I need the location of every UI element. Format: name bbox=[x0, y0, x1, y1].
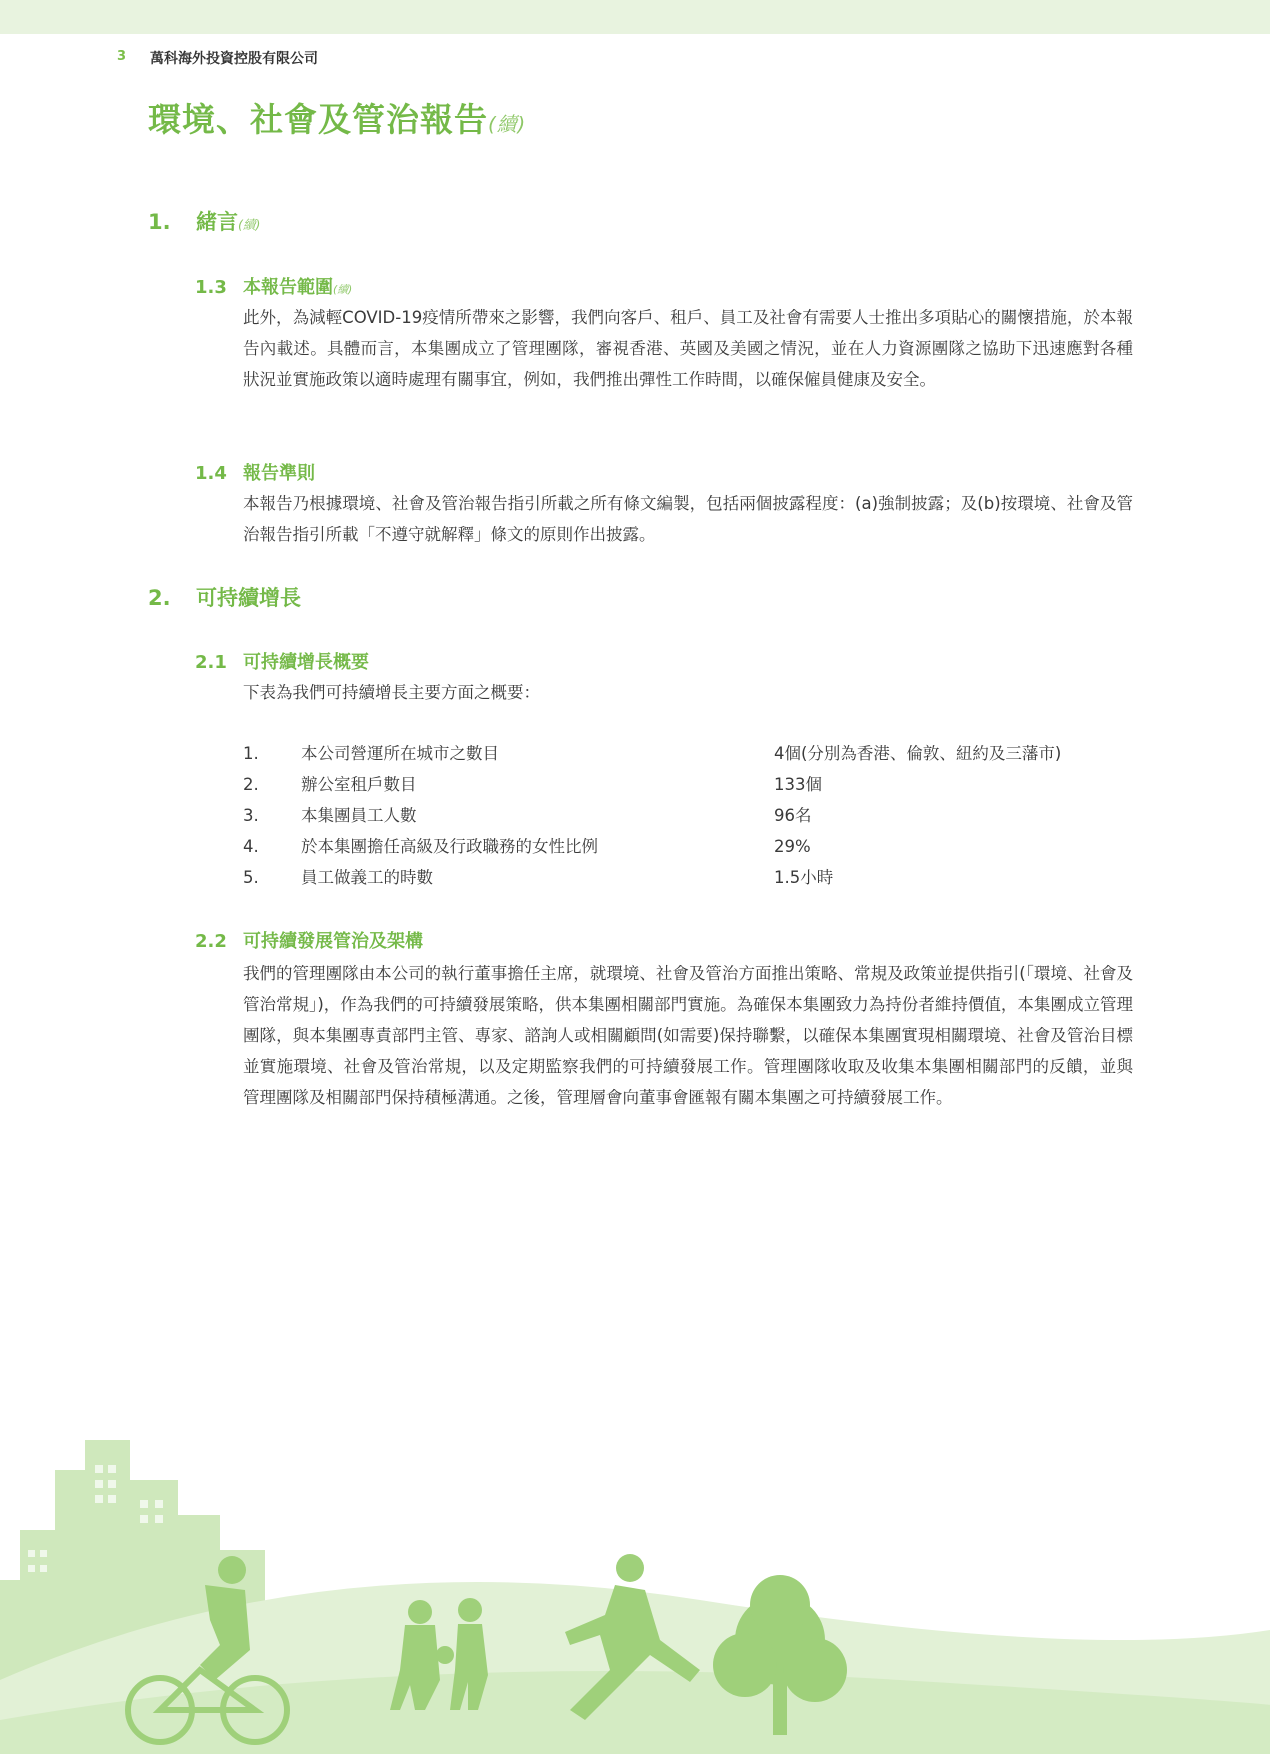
table-row bbox=[243, 831, 1133, 862]
table-row bbox=[243, 800, 1133, 831]
section-1-3-paragraph: 此外，為減輕COVID-19疫情所帶來之影響，我們向客戶、租戶、員工及社會有需要人士推出多項貼心的關懷措施，於本報告內載述。具體而言，本集團成立了管理團隊，審視香港、英國及美國之情況，並在人力資源團隊之協助下迅速應對各種狀況並實施政策以適時處理有關事宜，例如，我們推出彈性工作時間，以確保僱員健康及安全。 bbox=[243, 308, 1133, 389]
footer-illustration bbox=[0, 1420, 1270, 1754]
subsection-title: 可持續增長概要 bbox=[243, 652, 369, 673]
row-index: 5. bbox=[243, 868, 259, 887]
row-value: 96名 bbox=[774, 806, 812, 825]
table-row bbox=[243, 862, 1133, 893]
row-label: 於本集團擔任高級及行政職務的女性比例 bbox=[301, 837, 598, 856]
report-title-text: 環境、社會及管治報告 bbox=[148, 100, 488, 139]
section-1-3-heading bbox=[195, 273, 352, 299]
subsection-number: 1.3 bbox=[195, 277, 227, 298]
row-label: 辦公室租戶數目 bbox=[301, 775, 417, 794]
section-2-1-intro: 下表為我們可持續增長主要方面之概要： bbox=[243, 683, 540, 702]
row-label: 員工做義工的時數 bbox=[301, 868, 433, 887]
subsection-title: 本報告範圍 bbox=[243, 277, 333, 298]
section-number: 1. bbox=[148, 210, 171, 234]
subsection-number: 2.2 bbox=[195, 931, 227, 952]
row-value: 29% bbox=[774, 837, 811, 856]
section-1-4-paragraph: 本報告乃根據環境、社會及管治報告指引所載之所有條文編製，包括兩個披露程度：(a)強制披露；及(b)按環境、社會及管治報告指引所載「不遵守就解釋」條文的原則作出披露。 bbox=[243, 494, 1133, 544]
table-row bbox=[243, 738, 1133, 769]
section-2-2-paragraph: 我們的管理團隊由本公司的執行董事擔任主席，就環境、社會及管治方面推出策略、常規及政策並提供指引(「環境、社會及管治常規」)，作為我們的可持續發展策略，供本集團相關部門實施。為確保本集團致力為持份者維持價值，本集團成立管理團隊，與本集團專責部門主管、專家、諮詢人或相關顧問(如需要)保持聯繫，以確保本集團實現相關環境、社會及管治目標並實施環境、社會及管治常規，以及定期監察我們的可持續發展工作。管理團隊收取及收集本集團相關部門的反饋，並與管理團隊及相關部門保持積極溝通。之後，管理層會向董事會匯報有關本集團之可持續發展工作。 bbox=[243, 964, 1133, 1107]
section-title: 緒言 bbox=[196, 210, 238, 234]
section-1-4-heading bbox=[195, 459, 315, 485]
top-color-band bbox=[0, 0, 1270, 34]
subsection-continued: (續) bbox=[333, 283, 353, 296]
section-continued: (續) bbox=[238, 217, 261, 232]
company-name: 萬科海外投資控股有限公司 bbox=[150, 51, 318, 67]
section-2-2-heading bbox=[195, 927, 423, 953]
row-value: 1.5小時 bbox=[774, 868, 834, 887]
section-title: 可持續增長 bbox=[196, 586, 301, 610]
row-index: 2. bbox=[243, 775, 259, 794]
report-title bbox=[148, 94, 526, 141]
subsection-title: 報告準則 bbox=[243, 463, 315, 484]
table-row bbox=[243, 769, 1133, 800]
section-2-heading bbox=[148, 582, 301, 612]
row-value: 4個(分別為香港、倫敦、紐約及三藩市) bbox=[774, 744, 1062, 763]
subsection-title: 可持續發展管治及架構 bbox=[243, 931, 423, 952]
page-number: 3 bbox=[117, 49, 127, 64]
row-index: 3. bbox=[243, 806, 259, 825]
section-2-1-heading bbox=[195, 648, 369, 674]
row-label: 本公司營運所在城市之數目 bbox=[301, 744, 499, 763]
row-value: 133個 bbox=[774, 775, 822, 794]
report-title-continued: (續) bbox=[488, 113, 527, 136]
section-1-heading bbox=[148, 206, 260, 236]
section-number: 2. bbox=[148, 586, 171, 610]
row-index: 1. bbox=[243, 744, 259, 763]
subsection-number: 1.4 bbox=[195, 463, 227, 484]
subsection-number: 2.1 bbox=[195, 652, 227, 673]
row-label: 本集團員工人數 bbox=[301, 806, 417, 825]
summary-table bbox=[243, 738, 1133, 893]
row-index: 4. bbox=[243, 837, 259, 856]
